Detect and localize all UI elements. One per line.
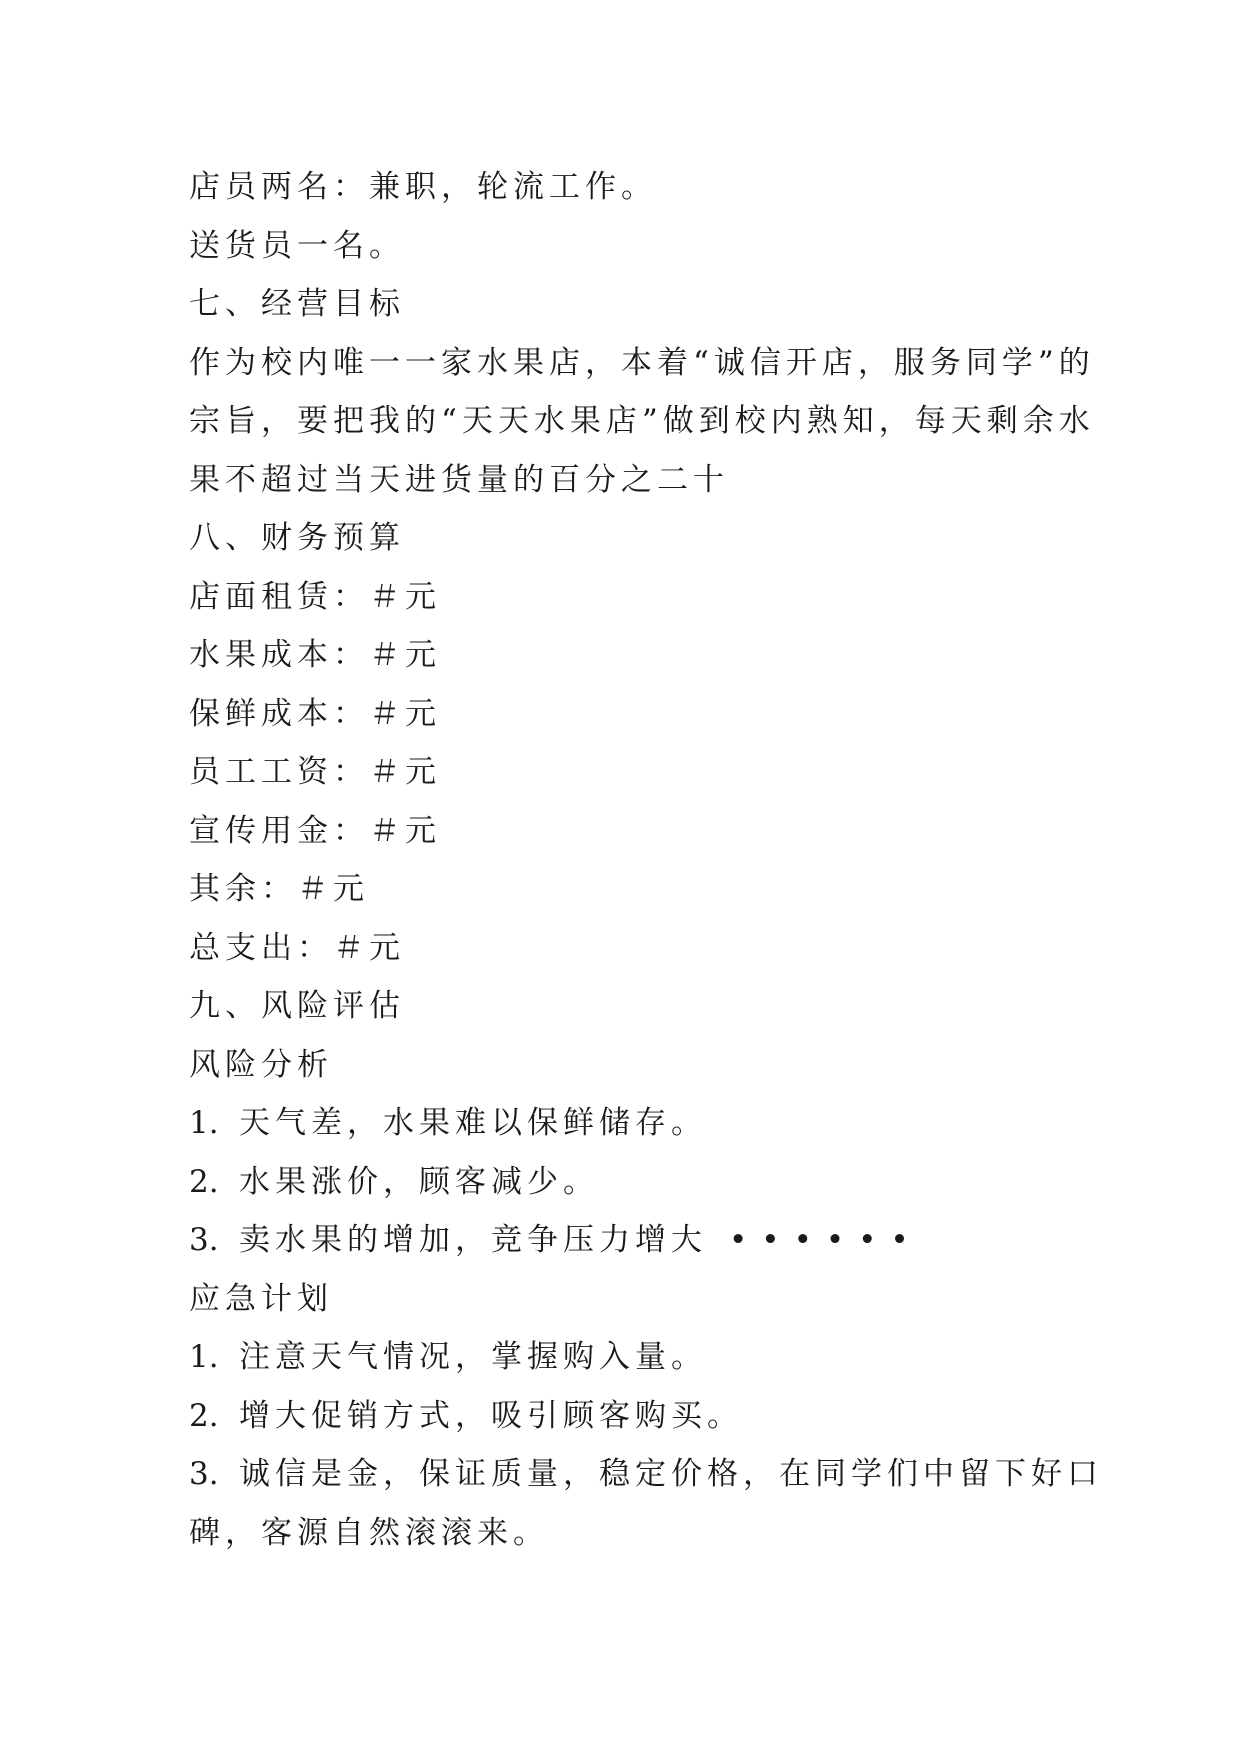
list-number: 3. (189, 1456, 219, 1492)
goals-paragraph-line: 作为校内唯一一家水果店，本着“诚信开店，服务同学”的 (189, 344, 1095, 381)
contingency-plan-item (189, 1387, 1061, 1446)
list-number: 1. (189, 1339, 219, 1375)
risk-analysis-item (189, 1153, 1061, 1212)
list-text: 水果涨价，顾客减少。 (239, 1163, 599, 1200)
document-body (189, 158, 1103, 1562)
list-text: 诚信是金，保证质量，稳定价格，在同学们中留下好口 (239, 1456, 1103, 1492)
risk-analysis-item (189, 1094, 1061, 1153)
staff-delivery-line: 送货员一名。 (189, 227, 405, 264)
section-heading-budget: 八、财务预算 (189, 520, 405, 556)
list-number: 3. (189, 1222, 219, 1258)
list-number: 2. (189, 1397, 219, 1434)
list-number: 1. (189, 1105, 219, 1141)
list-text: 注意天气情况，掌握购入量。 (239, 1339, 707, 1375)
budget-item: 保鲜成本：＃元 (189, 695, 441, 732)
list-text: 天气差，水果难以保鲜储存。 (239, 1105, 707, 1141)
staff-clerks-line: 店员两名：兼职，轮流工作。 (189, 169, 657, 205)
budget-item: 其余：＃元 (189, 871, 369, 907)
risk-analysis-item (189, 1211, 1061, 1270)
budget-item: 水果成本：＃元 (189, 637, 441, 673)
list-text: 增大促销方式，吸引顾客购买。 (239, 1397, 743, 1434)
budget-item: 店面租赁：＃元 (189, 578, 441, 615)
list-number: 2. (189, 1163, 219, 1200)
contingency-plan-item (189, 1445, 1103, 1504)
section-heading-goals: 七、经营目标 (189, 286, 405, 322)
contingency-plan-item (189, 1328, 1061, 1387)
contingency-plan-heading: 应急计划 (189, 1280, 333, 1317)
ellipsis-dots: •••••• (729, 1222, 923, 1258)
budget-item: 宣传用金：＃元 (189, 812, 441, 849)
section-heading-risk: 九、风险评估 (189, 988, 405, 1024)
goals-paragraph-line: 果不超过当天进货量的百分之二十 (189, 461, 729, 498)
budget-item: 总支出：＃元 (189, 929, 405, 966)
contingency-plan-continuation: 碑，客源自然滚滚来。 (189, 1514, 549, 1551)
budget-item: 员工工资：＃元 (189, 754, 441, 790)
goals-paragraph-line: 宗旨，要把我的“天天水果店”做到校内熟知，每天剩余水 (189, 403, 1095, 439)
risk-analysis-heading: 风险分析 (189, 1046, 333, 1083)
list-text: 卖水果的增加，竞争压力增大 (239, 1222, 707, 1258)
